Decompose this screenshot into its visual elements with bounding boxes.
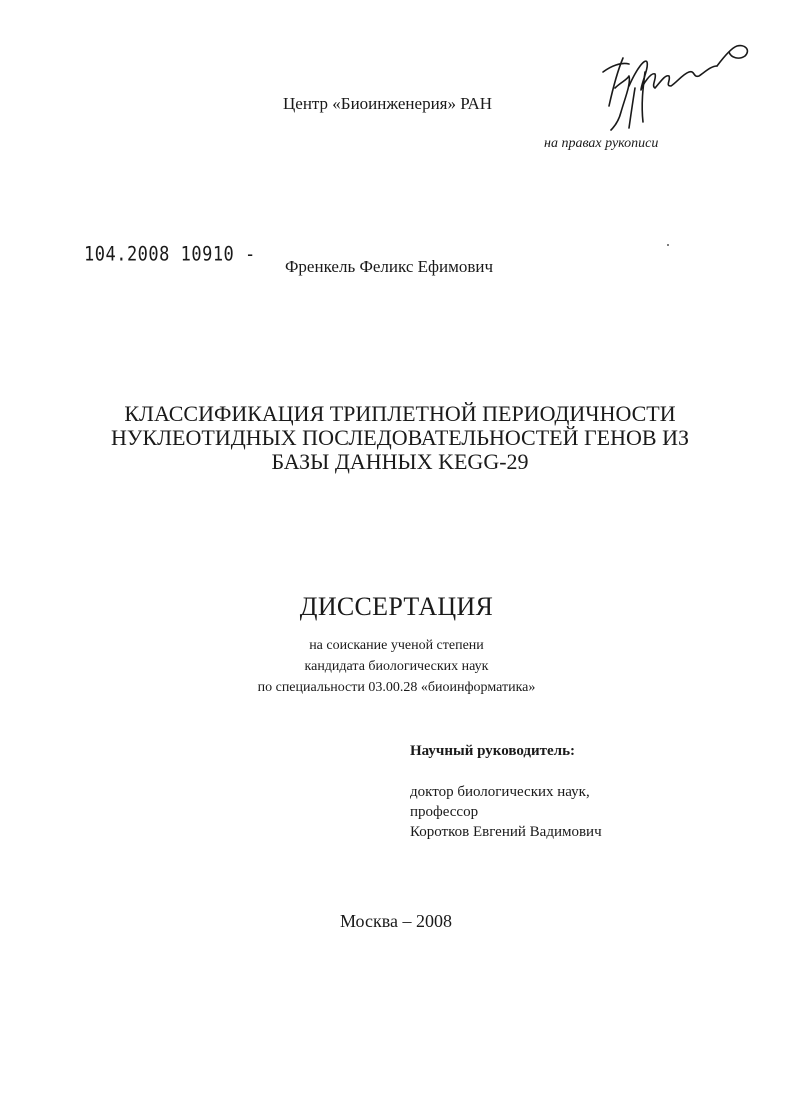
institution-name: Центр «Биоинженерия» РАН	[283, 94, 493, 113]
paper-speck	[667, 244, 669, 246]
author-name: Френкель Феликс Ефимович	[285, 257, 494, 276]
degree-line: кандидата биологических наук	[304, 659, 489, 674]
archive-stamp-number: 104.2008 10910 -	[84, 243, 256, 266]
manuscript-rights-note: на правах рукописи	[544, 136, 659, 151]
degree-description	[0, 635, 793, 698]
advisor-title: профессор	[410, 804, 479, 820]
document-type-heading: ДИССЕРТАЦИЯ	[299, 592, 494, 621]
degree-line: на соискание ученой степени	[309, 638, 484, 653]
advisor-degree: доктор биологических наук,	[410, 784, 590, 800]
title-line: НУКЛЕОТИДНЫХ ПОСЛЕДОВАТЕЛЬНОСТЕЙ ГЕНОВ ИЗ	[111, 425, 689, 450]
advisor-details	[410, 782, 602, 842]
degree-line: по специальности 03.00.28 «биоинформатика»	[257, 680, 536, 695]
advisor-name: Коротков Евгений Вадимович	[410, 824, 602, 840]
advisor-heading: Научный руководитель:	[410, 743, 575, 759]
city-and-year: Москва – 2008	[340, 911, 452, 931]
handwritten-signature	[585, 28, 765, 138]
title-line: БАЗЫ ДАННЫХ KEGG-29	[271, 449, 529, 474]
title-line: КЛАССИФИКАЦИЯ ТРИПЛЕТНОЙ ПЕРИОДИЧНОСТИ	[124, 401, 676, 426]
dissertation-title	[80, 402, 720, 474]
